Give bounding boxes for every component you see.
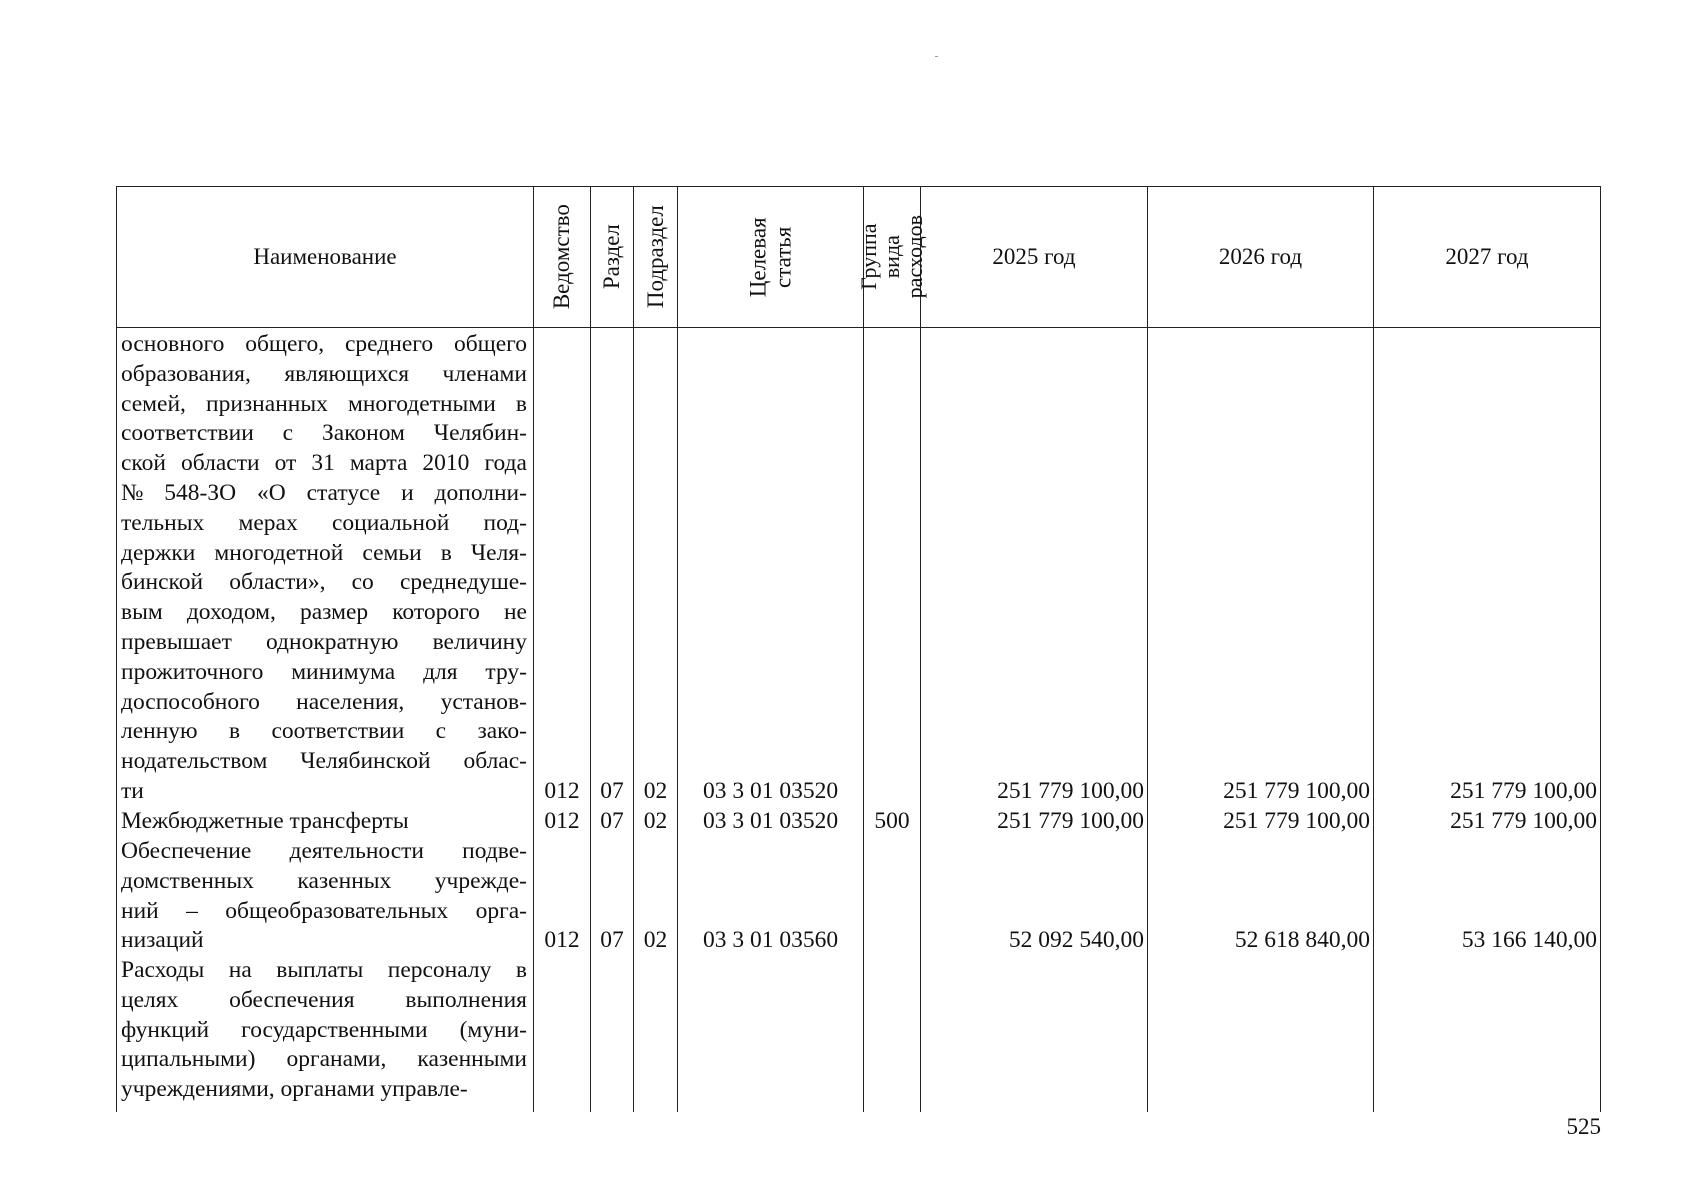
name-line: учреждениями, органами управле- <box>121 1076 468 1103</box>
cell-amount-2026: 251 779 100,00 <box>1223 778 1370 804</box>
cell-amount-2027: 251 779 100,00 <box>1450 778 1597 804</box>
name-line: основного общего, среднего общего <box>121 331 527 357</box>
cell-amount-2027: 251 779 100,00 <box>1450 808 1597 834</box>
cell-amount-2026: 251 779 100,00 <box>1223 808 1370 834</box>
name-line: доспособного населения, установ- <box>121 688 527 715</box>
header-year-2027: 2027 год <box>1445 244 1529 270</box>
header-name: Наименование <box>253 244 397 270</box>
name-line: Межбюджетные трансферты <box>121 808 409 834</box>
name-line: № 548-ЗО «О статусе и дополни- <box>121 479 527 506</box>
scan-speck <box>935 56 938 57</box>
name-line: тельных мерах социальной под- <box>121 509 527 536</box>
cell-subsection: 02 <box>643 927 668 953</box>
header-year-2026: 2026 год <box>1218 244 1303 270</box>
name-line: превышает однократную величину <box>121 628 527 655</box>
cell-subsection: 02 <box>643 808 668 834</box>
row-name <box>121 956 527 1105</box>
cell-amount-2025: 251 779 100,00 <box>997 778 1144 804</box>
name-line: прожиточного минимума для тру- <box>121 658 527 685</box>
name-line: целях обеспечения выполнения <box>121 986 527 1013</box>
table-right-border <box>1600 186 1601 1112</box>
name-line: ний – общеобразовательных орга- <box>121 897 527 924</box>
name-line: домственных казенных учрежде- <box>121 867 527 894</box>
name-line: нодательством Челябинской облас- <box>121 748 527 775</box>
cell-section: 07 <box>600 778 624 804</box>
name-line: образования, являющихся членами <box>121 360 527 387</box>
name-line: ленную в соответствии с зако- <box>121 718 527 745</box>
cell-amount-2025: 251 779 100,00 <box>997 808 1144 834</box>
header-year-2025: 2025 год <box>992 244 1076 270</box>
cell-department: 012 <box>544 927 580 953</box>
cell-amount-2027: 53 166 140,00 <box>1461 927 1597 953</box>
cell-department: 012 <box>544 778 580 804</box>
name-line: функций государственными (муни- <box>121 1016 527 1043</box>
cell-section: 07 <box>600 808 624 834</box>
cell-amount-2026: 52 618 840,00 <box>1234 927 1370 953</box>
cell-section: 07 <box>600 927 624 953</box>
name-line: Расходы на выплаты персоналу в <box>121 957 527 983</box>
name-line: низаций <box>121 927 204 954</box>
name-line: ти <box>121 777 144 804</box>
header-department: Ведомство <box>549 204 575 310</box>
header-subsection: Подраздел <box>642 205 668 309</box>
name-line: держки многодетной семьи в Челя- <box>121 539 527 566</box>
name-line: Обеспечение деятельности подве- <box>121 838 527 864</box>
cell-target-article: 03 3 01 03520 <box>702 778 839 804</box>
name-line: бинской области», со среднедуше- <box>121 569 527 596</box>
header-section: Раздел <box>599 224 625 290</box>
cell-amount-2025: 52 092 540,00 <box>1008 927 1144 953</box>
header-expense-group: Группа вида расходов <box>856 215 928 299</box>
cell-department: 012 <box>544 808 580 834</box>
table-header-border <box>116 327 1601 328</box>
row-name <box>121 330 527 807</box>
header-target-article: Целевая статья <box>745 217 796 297</box>
row-name <box>121 807 527 837</box>
name-line: ципальными) органами, казенными <box>121 1046 527 1073</box>
name-line: соответствии с Законом Челябин- <box>121 420 527 447</box>
name-line: семей, признанных многодетными в <box>121 390 527 417</box>
cell-target-article: 03 3 01 03520 <box>702 808 839 834</box>
cell-target-article: 03 3 01 03560 <box>702 927 839 953</box>
cell-expense-group: 500 <box>874 808 910 834</box>
cell-subsection: 02 <box>643 778 668 804</box>
name-line: ской области от 31 марта 2010 года <box>121 450 527 477</box>
page-number: 525 <box>1566 1114 1601 1139</box>
row-name <box>121 837 527 956</box>
name-line: вым доходом, размер которого не <box>121 599 527 626</box>
